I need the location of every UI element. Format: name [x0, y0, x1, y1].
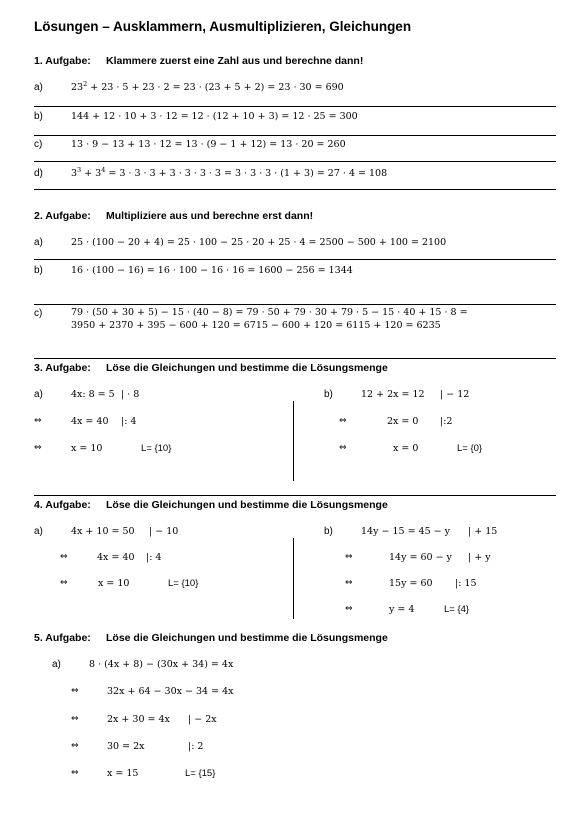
equivalence-icon: ⇔: [71, 768, 79, 778]
task-2c-solution-line1: 79 · (50 + 30 + 5) − 15 · (40 − 8) = 79 · 50 + 79 · 30 + 79 · 5 − 15 · 40 + 15 · 8 =: [71, 307, 468, 318]
task-1b-solution: 144 + 12 · 10 + 3 · 12 = 12 · (12 + 10 + 3) = 12 · 25 = 300: [71, 111, 358, 122]
column-divider: [293, 401, 294, 481]
equation: x = 0: [393, 443, 419, 454]
equivalence-icon: ⇔: [34, 416, 42, 426]
task-1d-label: d): [34, 168, 43, 179]
equation: 4x = 40: [71, 416, 109, 427]
equation: 15y = 60: [389, 578, 433, 589]
equivalence-icon: ⇔: [71, 686, 79, 696]
operation: |: 4: [146, 552, 162, 563]
task-2b-solution: 16 · (100 − 16) = 16 · 100 − 16 · 16 = 1600 − 256 = 1344: [71, 265, 353, 276]
task-4-heading: 4. Aufgabe:: [34, 499, 91, 511]
task-3a-label: a): [34, 389, 43, 400]
equivalence-icon: ⇔: [71, 714, 79, 724]
equation: y = 4: [389, 604, 415, 615]
task-1c-solution: 13 · 9 − 13 + 13 · 12 = 13 · (9 − 1 + 12) = 13 · 20 = 260: [71, 139, 346, 150]
solution-set: L= {10}: [141, 443, 172, 454]
equivalence-icon: ⇔: [339, 416, 347, 426]
equivalence-icon: ⇔: [60, 578, 68, 588]
task-2a-solution: 25 · (100 − 20 + 4) = 25 · 100 − 25 · 20 + 25 · 4 = 2500 − 500 + 100 = 2100: [71, 237, 447, 248]
task-4-instruction: Löse die Gleichungen und bestimme die Lösungsmenge: [106, 499, 388, 511]
task-4b-label: b): [324, 526, 333, 537]
task-3-heading: 3. Aufgabe:: [34, 362, 91, 374]
equation: 4x + 10 = 50: [71, 526, 135, 537]
operation: | + y: [468, 552, 491, 563]
divider: [34, 304, 556, 305]
divider: [34, 106, 556, 107]
equation: x = 15: [107, 768, 139, 779]
operation: | − 12: [440, 389, 470, 400]
task-3-instruction: Löse die Gleichungen und bestimme die Lösungsmenge: [106, 362, 388, 374]
operation: | + 15: [468, 526, 498, 537]
divider: [34, 189, 556, 190]
operation: |:2: [440, 416, 453, 427]
solution-set: L= {15}: [185, 768, 216, 779]
operation: | − 2x: [188, 714, 217, 725]
task-2-instruction: Multipliziere aus und berechne erst dann!: [106, 210, 314, 222]
operation: | · 8: [121, 389, 140, 400]
equivalence-icon: ⇔: [345, 578, 353, 588]
equation: 4x: 8 = 5: [71, 389, 115, 400]
divider: [34, 259, 556, 260]
task-1c-label: c): [34, 139, 43, 150]
solution-set: L= {4}: [444, 604, 470, 615]
task-1a-label: a): [34, 82, 43, 93]
task-3b-label: b): [324, 389, 333, 400]
task-5-instruction: Löse die Gleichungen und bestimme die Lösungsmenge: [106, 632, 388, 644]
equation: 4x = 40: [97, 552, 135, 563]
equivalence-icon: ⇔: [71, 741, 79, 751]
equivalence-icon: ⇔: [34, 443, 42, 453]
task-2b-label: b): [34, 265, 43, 276]
task-1-heading: 1. Aufgabe:: [34, 55, 91, 67]
equation: 30 = 2x: [107, 741, 145, 752]
solution-set: L= {0}: [457, 443, 483, 454]
task-2a-label: a): [34, 237, 43, 248]
task-2-heading: 2. Aufgabe:: [34, 210, 91, 222]
task-1d-solution: $3^3 + 3^4 = 3 \cdot 3 \cdot 3 + 3 \cdot 3 \cdot 3 \cdot 3 = 3 \cdot 3 \cdot 3 \cdot (1 + 3) = 27 \cdot 4 = 108$: [71, 166, 388, 179]
equation: 14y − 15 = 45 − y: [361, 526, 450, 537]
equation: 2x + 30 = 4x: [107, 714, 170, 725]
divider: [34, 358, 556, 359]
equivalence-icon: ⇔: [345, 604, 353, 614]
task-4a-label: a): [34, 526, 43, 537]
equation: x = 10: [71, 443, 103, 454]
solution-set: L= {10}: [168, 578, 199, 589]
equation: x = 10: [98, 578, 130, 589]
equation: 8 · (4x + 8) − (30x + 34) = 4x: [89, 659, 234, 670]
equation: 12 + 2x = 12: [361, 389, 425, 400]
equation: 2x = 0: [387, 416, 419, 427]
equivalence-icon: ⇔: [345, 552, 353, 562]
equivalence-icon: ⇔: [339, 443, 347, 453]
task-1-instruction: Klammere zuerst eine Zahl aus und berechne dann!: [106, 55, 364, 67]
equation: 14y = 60 − y: [389, 552, 452, 563]
operation: | − 10: [149, 526, 179, 537]
divider: [34, 495, 556, 496]
task-1a-solution: $23^2 + 23 \cdot 5 + 23 \cdot 2 = 23 \cdot (23 + 5 + 2) = 23 \cdot 30 = 690$: [71, 80, 344, 93]
equation: 32x + 64 − 30x − 34 = 4x: [107, 686, 234, 697]
task-5a-label: a): [52, 659, 61, 670]
task-5-heading: 5. Aufgabe:: [34, 632, 91, 644]
operation: |: 15: [455, 578, 477, 589]
divider: [34, 135, 556, 136]
page-title: Lösungen – Ausklammern, Ausmultiplizieren, Gleichungen: [34, 19, 412, 34]
equivalence-icon: ⇔: [60, 552, 68, 562]
column-divider: [293, 538, 294, 619]
task-2c-solution-line2: 3950 + 2370 + 395 − 600 + 120 = 6715 − 600 + 120 = 6115 + 120 = 6235: [71, 320, 441, 331]
operation: |: 2: [188, 741, 204, 752]
divider: [34, 161, 556, 162]
task-1b-label: b): [34, 111, 43, 122]
operation: |: 4: [121, 416, 137, 427]
task-2c-label: c): [34, 308, 43, 319]
